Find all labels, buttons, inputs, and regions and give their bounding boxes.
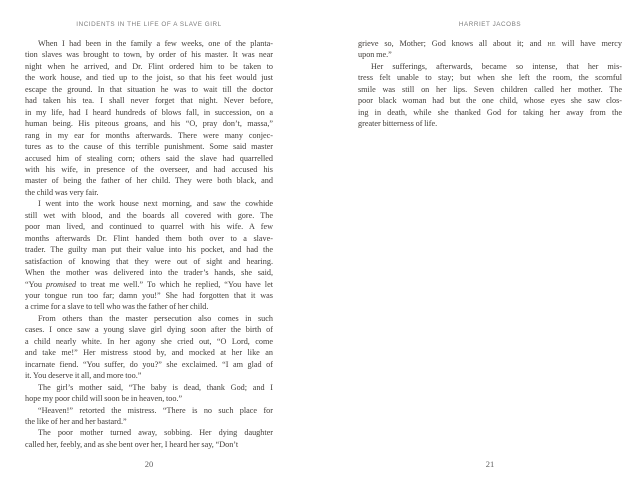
text-line: had taken his tea. I shall never forget that night. Never before, xyxy=(25,96,273,106)
text-line: a child nearly white. In her agony she cried out, “O Lord, come xyxy=(25,336,273,346)
paragraph xyxy=(358,61,622,130)
text-line: night when he arrived, and Dr. Flint ordered him to be taken to xyxy=(25,61,273,71)
text-line: From others than the master persecution also comes in such xyxy=(38,313,273,323)
text-line: greater bitterness of life. xyxy=(358,119,438,129)
text-line: the work house, and tied up to the joist, so that his feet would just xyxy=(25,73,273,83)
text-line: accused him of stealing corn; others said the slave had quarrelled xyxy=(25,153,273,163)
text-line: cases. I once saw a young slave girl dying soon after the birth of xyxy=(25,325,273,335)
text-line: tures as to the cause of this terrible punishment. Some said master xyxy=(25,142,273,152)
text-line: upon me.” xyxy=(358,50,392,60)
text-line: master of being the father of her child. They were both black, and xyxy=(25,176,273,186)
text-line: poor black woman had but the one child, whose eyes she saw clos- xyxy=(358,96,622,106)
text-line: “You promised to treat me well.” To which he replied, “You have let xyxy=(25,279,273,289)
text-line: called her, feebly, and as she bent over her, I heard her say, “Don’t xyxy=(25,439,239,449)
text-line: your tongue run too far; damn you!” She had forgotten that it was xyxy=(25,290,273,300)
text-line: a crime for a slave to tell who was the father of her child. xyxy=(25,302,209,312)
text-line: hope my poor child will soon be in heaven, too.” xyxy=(25,394,183,404)
text-line: poor man lived, and continued to quarrel with his wife. A few xyxy=(25,222,273,232)
text-line: smile was still on her lips. Seven children called her mother. The xyxy=(358,84,622,94)
paragraph xyxy=(25,382,273,405)
text-line: and take me!” Her mistress stood by, and mocked at her like an xyxy=(25,348,273,358)
paragraph xyxy=(25,427,273,450)
text-line: ing in death, while she thanked God for taking her away from the xyxy=(358,107,622,117)
text-line: tion slaves was brought to town, by order of his master. It was near xyxy=(25,50,273,60)
text-line: Her sufferings, afterwards, became so intense, that her mis- xyxy=(371,61,622,71)
text-line: escape the ground. In that situation he was to wait till the doctor xyxy=(25,84,273,94)
text-line: in my life, had I heard hundreds of blows fall, in succession, on a xyxy=(25,107,273,117)
text-line: human being. His piteous groans, and his “O, pray don’t, massa,” xyxy=(25,119,273,129)
paragraph xyxy=(25,313,273,382)
text-line: the like of her and her bastard.” xyxy=(25,416,127,426)
text-line: still wet with blood, and the boards all covered with gore. The xyxy=(25,210,273,220)
text-line: trader. The guilty man put their value into his pocket, and had the xyxy=(25,245,273,255)
paragraph xyxy=(358,38,622,61)
text-line: months afterwards Dr. Flint handed them both over to a slave- xyxy=(25,233,273,243)
right-page-number: 21 xyxy=(485,459,495,469)
text-line: grieve so, Mother; God knows all about it; and he will have mercy xyxy=(358,39,622,48)
text-line: satisfaction of knowing that they were out of sight and hearing. xyxy=(25,256,273,266)
paragraph xyxy=(25,405,273,428)
running-header-author-name: HARRIET JACOBS xyxy=(458,21,522,28)
text-line: The poor mother turned away, sobbing. Her dying daughter xyxy=(38,428,273,438)
left-page-body xyxy=(25,38,273,450)
right-page-body xyxy=(358,38,622,130)
left-page-number: 20 xyxy=(144,459,154,469)
paragraph xyxy=(25,198,273,313)
text-line: it. You deserve it all, and more too.” xyxy=(25,371,142,381)
text-line: incarnate fiend. “You suffer, do you?” she exclaimed. “I am glad of xyxy=(25,359,273,369)
running-header-book-title: INCIDENTS IN THE LIFE OF A SLAVE GIRL xyxy=(76,21,222,28)
text-line: with his wife, in presence of the overseer, and had accused his xyxy=(25,164,273,174)
text-line: rang in my ear for months afterwards. There were many conjec- xyxy=(25,130,273,140)
text-line: I went into the work house next morning, and saw the cowhide xyxy=(38,199,273,209)
text-line: “Heaven!” retorted the mistress. “There is no such place for xyxy=(38,405,273,415)
text-line: tress felt unable to stay; but when she left the room, the scornful xyxy=(358,73,622,83)
text-line: When the mother was delivered into the trader’s hands, she said, xyxy=(25,268,273,278)
text-line: The girl’s mother said, “The baby is dead, thank God; and I xyxy=(38,382,273,392)
left-page xyxy=(25,0,273,487)
paragraph xyxy=(25,38,273,198)
right-page xyxy=(358,0,622,487)
text-line: the child was very fair. xyxy=(25,187,99,197)
text-line: When I had been in the family a few weeks, one of the planta- xyxy=(38,39,273,48)
